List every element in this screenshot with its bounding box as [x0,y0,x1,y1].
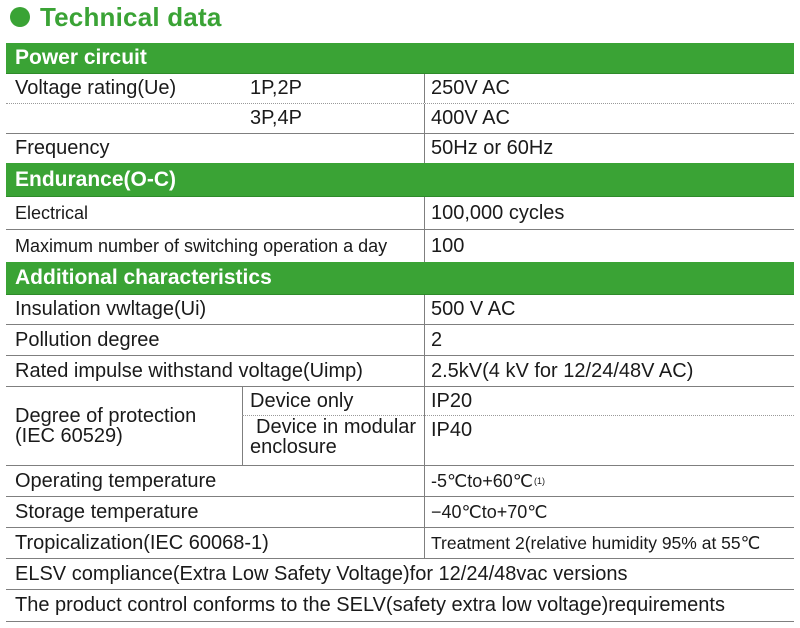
pollution-value: 2 [431,328,443,351]
pollution-label: Pollution degree [15,328,160,351]
section-title: Power circuit [15,46,147,69]
row-electrical [6,197,794,230]
protection-label [15,387,196,465]
technical-data-table [6,43,794,624]
storage-temp-value: −40℃to+70℃ [431,501,548,522]
protection-label-line1: Degree of protection [15,405,197,427]
voltage-3p4p-value: 400V AC [431,107,510,129]
voltage-rating-label: Voltage rating(Ue) [15,77,177,99]
footnote-marker: (1) [533,476,545,486]
row-frequency [6,134,794,163]
device-modular-label-line1: Device in modular [256,416,417,438]
bullet-dot-icon [10,7,30,27]
electrical-value: 100,000 cycles [431,201,565,224]
section-header-power [6,43,794,74]
row-degree-of-protection [6,387,794,466]
page-heading [10,2,222,32]
device-modular-value: IP40 [431,418,473,441]
section-header-endurance [6,163,794,197]
row-selv [6,590,794,622]
insulation-value: 500 V AC [431,298,516,320]
device-only-label: Device only [250,389,354,412]
device-only-value: IP20 [431,389,473,412]
max-switching-value: 100 [431,234,465,257]
row-voltage-3p4p [6,104,794,134]
row-storage-temperature [6,497,794,528]
row-voltage-1p2p [6,74,794,104]
row-impulse [6,356,794,387]
voltage-1p2p-value: 250V AC [431,77,510,99]
storage-temp-label: Storage temperature [15,500,199,523]
section-title: Additional characteristics [15,266,272,289]
selv-text: The product control conforms to the SELV(safety extra low voltage)requirements [15,594,725,616]
max-switching-label: Maximum number of switching operation a day [15,235,388,256]
tropicalization-label: Tropicalization(IEC 60068-1) [15,531,269,554]
poles-1p2p-label: 1P,2P [250,77,302,99]
operating-temp-value [431,466,545,496]
operating-temp-label: Operating temperature [15,469,217,492]
impulse-label: Rated impulse withstand voltage(Uimp) [15,359,363,382]
frequency-label: Frequency [15,137,110,159]
row-insulation [6,295,794,325]
page-title: Technical data [40,1,222,32]
row-tropicalization [6,528,794,559]
section-title: Endurance(O-C) [15,167,177,191]
poles-3p4p-label: 3P,4P [250,107,302,129]
row-pollution [6,325,794,356]
section-header-additional [6,262,794,295]
insulation-label: Insulation vwltage(Ui) [15,298,207,320]
electrical-label: Electrical [15,202,89,223]
device-modular-label [250,417,416,457]
row-operating-temperature [6,466,794,497]
tropicalization-value: Treatment 2(relative humidity 95% at 55℃ [431,532,761,553]
frequency-value: 50Hz or 60Hz [431,137,554,159]
row-elsv [6,559,794,590]
row-max-switching [6,230,794,262]
elsv-text: ELSV compliance(Extra Low Safety Voltage)for 12/24/48vac versions [15,562,628,585]
impulse-value: 2.5kV(4 kV for 12/24/48V AC) [431,359,694,382]
operating-temp-text: -5℃to+60℃ [431,470,533,491]
device-modular-label-line2: enclosure [250,436,337,458]
protection-label-line2: (IEC 60529) [15,425,123,447]
